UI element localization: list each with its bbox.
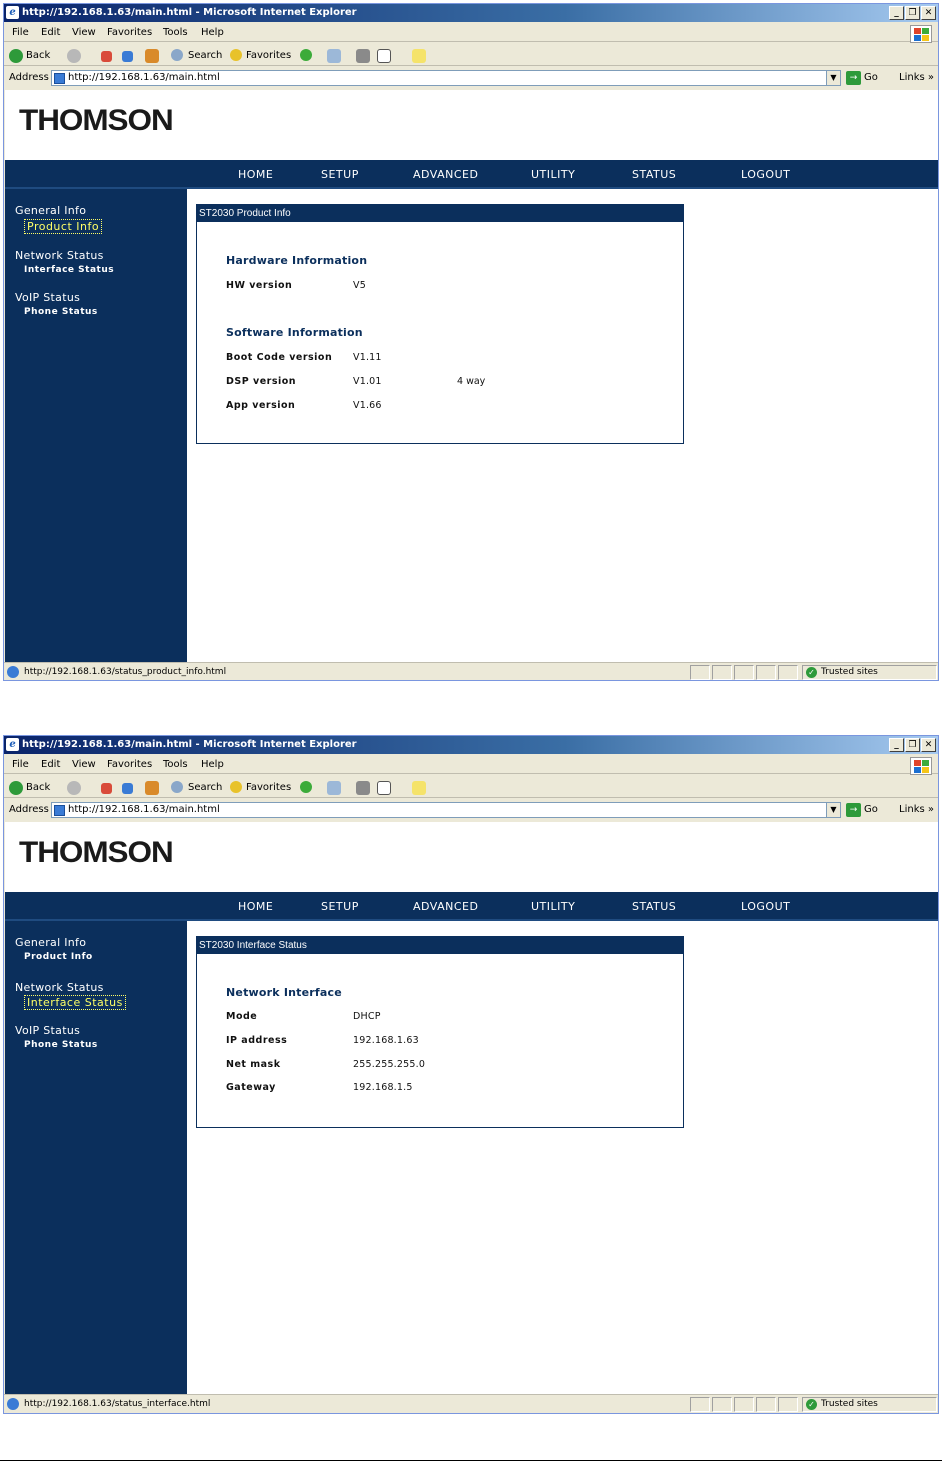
security-zone [802, 1397, 937, 1412]
print-icon[interactable] [356, 49, 370, 63]
nav-logout[interactable]: LOGOUT [741, 900, 791, 913]
nav-advanced[interactable]: ADVANCED [413, 900, 479, 913]
net-mask-label: Net mask [226, 1059, 281, 1070]
status-bar [4, 1394, 938, 1413]
address-label: Address [9, 804, 49, 815]
go-button[interactable] [846, 70, 878, 86]
history-icon[interactable] [300, 49, 312, 61]
top-nav [5, 892, 939, 921]
page-icon [54, 805, 65, 816]
boot-code-value: V1.11 [353, 352, 382, 363]
hw-version-value: V5 [353, 280, 366, 291]
sidebar-item-phone-status[interactable]: Phone Status [24, 307, 98, 317]
sidebar-network-status[interactable]: Network Status [15, 981, 104, 994]
menu-file[interactable]: File [12, 27, 29, 38]
stop-icon[interactable] [101, 51, 112, 62]
menu-edit[interactable]: Edit [41, 759, 61, 770]
status-segment [756, 1397, 776, 1412]
windows-logo-icon [910, 25, 932, 43]
menu-file[interactable]: File [12, 759, 29, 770]
menu-view[interactable]: View [72, 27, 96, 38]
thomson-logo: THOMSON [19, 836, 173, 869]
go-label: Go [864, 72, 878, 83]
sidebar-item-interface-status[interactable]: Interface Status [24, 265, 115, 275]
links-label: Links [899, 72, 925, 83]
boot-code-label: Boot Code version [226, 352, 333, 363]
search-icon[interactable] [171, 781, 183, 793]
menu-tools[interactable]: Tools [163, 27, 188, 38]
discuss-icon[interactable] [412, 49, 426, 63]
status-url: http://192.168.1.63/status_product_info.html [24, 667, 227, 677]
status-bar [4, 662, 938, 681]
ie-icon: e [6, 738, 19, 751]
go-label: Go [864, 804, 878, 815]
back-arrow-icon[interactable] [9, 49, 23, 63]
refresh-icon[interactable] [122, 51, 133, 62]
favorites-button[interactable]: Favorites [246, 50, 292, 61]
sidebar-item-product-info[interactable]: Product Info [24, 219, 102, 234]
address-input[interactable] [51, 802, 841, 818]
status-segment [734, 665, 754, 680]
address-dropdown-icon[interactable]: ▼ [826, 803, 840, 817]
thomson-logo: THOMSON [19, 104, 173, 137]
nav-setup[interactable]: SETUP [321, 168, 359, 181]
status-segment [690, 1397, 710, 1412]
page-status-icon [7, 666, 19, 678]
sidebar-network-status[interactable]: Network Status [15, 249, 104, 262]
page-content [5, 822, 939, 1394]
address-dropdown-icon[interactable]: ▼ [826, 71, 840, 85]
restore-button[interactable]: ❐ [905, 6, 920, 20]
close-button[interactable]: ✕ [921, 6, 936, 20]
interface-status-panel [196, 936, 684, 1128]
status-url: http://192.168.1.63/status_interface.html [24, 1399, 211, 1409]
nav-home[interactable]: HOME [238, 168, 274, 181]
security-zone [802, 665, 937, 680]
title-bar [4, 4, 938, 22]
menu-bar [4, 24, 938, 42]
address-bar [4, 800, 938, 820]
nav-status[interactable]: STATUS [632, 168, 677, 181]
restore-button[interactable]: ❐ [905, 738, 920, 752]
browser-window-interface-status [3, 735, 939, 1414]
menu-tools[interactable]: Tools [163, 759, 188, 770]
trusted-check-icon: ✓ [806, 667, 817, 678]
status-segment [712, 1397, 732, 1412]
print-icon[interactable] [356, 781, 370, 795]
address-bar [4, 68, 938, 88]
mode-label: Mode [226, 1011, 258, 1022]
back-button[interactable]: Back [26, 782, 51, 793]
forward-arrow-icon[interactable] [67, 781, 81, 795]
zone-label: Trusted sites [821, 667, 878, 677]
top-nav [5, 160, 939, 189]
toolbar [4, 778, 938, 798]
nav-logout[interactable]: LOGOUT [741, 168, 791, 181]
address-url: http://192.168.1.63/main.html [68, 72, 220, 83]
nav-utility[interactable]: UTILITY [531, 900, 576, 913]
home-icon[interactable] [145, 49, 159, 63]
status-segment [778, 665, 798, 680]
edit-icon[interactable] [377, 781, 391, 795]
trusted-check-icon: ✓ [806, 1399, 817, 1410]
discuss-icon[interactable] [412, 781, 426, 795]
sidebar-voip-status[interactable]: VoIP Status [15, 1024, 81, 1037]
dsp-version-value: V1.01 [353, 376, 382, 387]
sidebar-voip-status[interactable]: VoIP Status [15, 291, 81, 304]
close-button[interactable]: ✕ [921, 738, 936, 752]
address-url: http://192.168.1.63/main.html [68, 804, 220, 815]
window-title: http://192.168.1.63/main.html - Microsoft Internet Explorer [22, 739, 357, 750]
window-title: http://192.168.1.63/main.html - Microsoft Internet Explorer [22, 7, 357, 18]
nav-home[interactable]: HOME [238, 900, 274, 913]
sidebar-general-info[interactable]: General Info [15, 936, 87, 949]
panel-title: ST2030 Interface Status [197, 937, 683, 954]
status-segment [778, 1397, 798, 1412]
gateway-label: Gateway [226, 1082, 276, 1093]
links-label: Links [899, 804, 925, 815]
ie-icon: e [6, 6, 19, 19]
browser-window-product-info [3, 3, 939, 681]
go-arrow-icon: → [846, 71, 861, 85]
search-button[interactable]: Search [188, 782, 223, 793]
menu-favorites[interactable]: Favorites [107, 27, 153, 38]
mode-value: DHCP [353, 1011, 381, 1022]
nav-utility[interactable]: UTILITY [531, 168, 576, 181]
sidebar-item-interface-status[interactable]: Interface Status [24, 995, 126, 1010]
favorites-star-icon[interactable] [230, 781, 242, 793]
sidebar-item-phone-status[interactable]: Phone Status [24, 1040, 98, 1050]
product-info-panel [196, 204, 684, 444]
nav-advanced[interactable]: ADVANCED [413, 168, 479, 181]
status-segment [734, 1397, 754, 1412]
menu-favorites[interactable]: Favorites [107, 759, 153, 770]
status-segment [712, 665, 732, 680]
menu-help[interactable]: Help [201, 759, 224, 770]
hardware-heading: Hardware Information [226, 254, 368, 267]
nav-setup[interactable]: SETUP [321, 900, 359, 913]
favorites-star-icon[interactable] [230, 49, 242, 61]
go-button[interactable] [846, 802, 878, 818]
address-input[interactable] [51, 70, 841, 86]
forward-arrow-icon[interactable] [67, 49, 81, 63]
page-status-icon [7, 1398, 19, 1410]
stop-icon[interactable] [101, 783, 112, 794]
menu-view[interactable]: View [72, 759, 96, 770]
menu-bar [4, 756, 938, 774]
app-version-value: V1.66 [353, 400, 382, 411]
menu-edit[interactable]: Edit [41, 27, 61, 38]
minimize-button[interactable]: _ [889, 6, 904, 20]
title-bar [4, 736, 938, 754]
toolbar [4, 46, 938, 66]
mail-icon[interactable] [327, 49, 341, 63]
panel-title: ST2030 Product Info [197, 205, 683, 222]
address-label: Address [9, 72, 49, 83]
status-segment [690, 665, 710, 680]
minimize-button[interactable]: _ [889, 738, 904, 752]
status-segment [756, 665, 776, 680]
ip-address-value: 192.168.1.63 [353, 1035, 419, 1046]
home-icon[interactable] [145, 781, 159, 795]
back-arrow-icon[interactable] [9, 781, 23, 795]
edit-icon[interactable] [377, 49, 391, 63]
back-button[interactable]: Back [26, 50, 51, 61]
sidebar-item-product-info[interactable]: Product Info [24, 952, 93, 962]
go-arrow-icon: → [846, 803, 861, 817]
links-button[interactable]: Links » [899, 804, 934, 815]
page-content [5, 90, 939, 662]
dsp-version-label: DSP version [226, 376, 297, 387]
favorites-button[interactable]: Favorites [246, 782, 292, 793]
software-heading: Software Information [226, 326, 363, 339]
refresh-icon[interactable] [122, 783, 133, 794]
sidebar [5, 189, 187, 662]
network-interface-heading: Network Interface [226, 986, 342, 999]
sidebar-general-info[interactable]: General Info [15, 204, 87, 217]
zone-label: Trusted sites [821, 1399, 878, 1409]
nav-status[interactable]: STATUS [632, 900, 677, 913]
app-version-label: App version [226, 400, 296, 411]
page-footer-rule [0, 1460, 942, 1461]
menu-help[interactable]: Help [201, 27, 224, 38]
mail-icon[interactable] [327, 781, 341, 795]
search-button[interactable]: Search [188, 50, 223, 61]
links-button[interactable]: Links » [899, 72, 934, 83]
search-icon[interactable] [171, 49, 183, 61]
page-icon [54, 73, 65, 84]
hw-version-label: HW version [226, 280, 293, 291]
history-icon[interactable] [300, 781, 312, 793]
dsp-channels-value: 4 way [457, 376, 486, 387]
sidebar [5, 921, 187, 1394]
gateway-value: 192.168.1.5 [353, 1082, 413, 1093]
windows-logo-icon [910, 757, 932, 775]
ip-address-label: IP address [226, 1035, 288, 1046]
net-mask-value: 255.255.255.0 [353, 1059, 426, 1070]
